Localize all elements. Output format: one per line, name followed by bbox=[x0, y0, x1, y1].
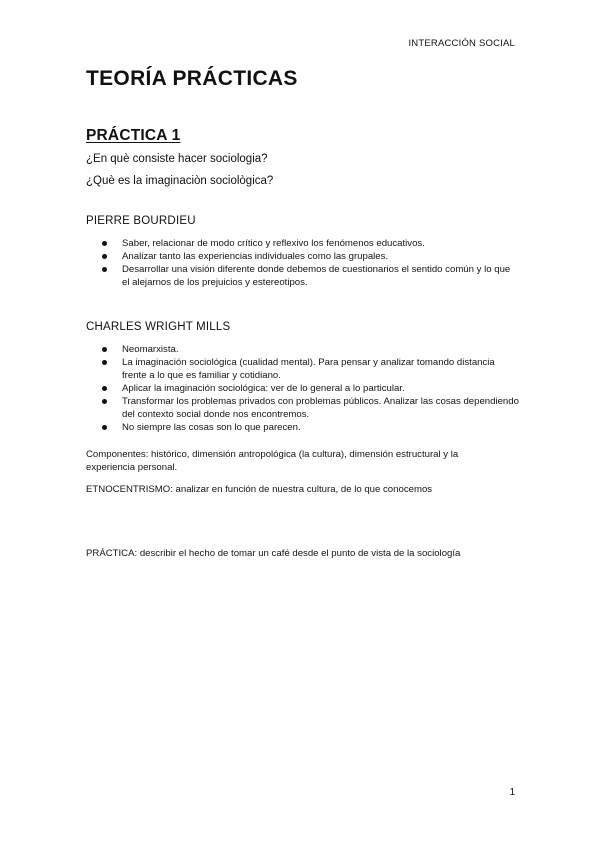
bourdieu-bullet-list bbox=[100, 237, 520, 289]
bullet-icon bbox=[102, 399, 107, 404]
bullet-icon bbox=[102, 267, 107, 272]
list-item bbox=[100, 237, 520, 250]
list-item bbox=[100, 382, 520, 395]
bullet-icon bbox=[102, 386, 107, 391]
practica-paragraph: PRÁCTICA: describir el hecho de tomar un café desde el punto de vista de la sociología bbox=[86, 548, 461, 559]
page-number: 1 bbox=[509, 787, 515, 798]
list-item bbox=[100, 421, 520, 434]
etnocentrismo-paragraph: ETNOCENTRISMO: analizar en función de nuestra cultura, de lo que conocemos bbox=[86, 484, 433, 495]
section-title-mills: CHARLES WRIGHT MILLS bbox=[86, 321, 231, 333]
bullet-icon bbox=[102, 425, 107, 430]
list-item-text: Desarrollar una visión diferente donde debemos de cuestionarios el sentido común y lo que el alejarnos de los prejuicios y estereotipos. bbox=[122, 264, 511, 288]
bullet-icon bbox=[102, 347, 107, 352]
list-item-text: Analizar tanto las experiencias individuales como las grupales. bbox=[122, 251, 389, 262]
componentes-paragraph: Componentes: histórico, dimensión antropológica (la cultura), dimensión estructural y la experiencia personal. bbox=[86, 449, 459, 473]
question-1: ¿En què consiste hacer sociologia? bbox=[86, 153, 268, 165]
question-2: ¿Què es la imaginaciòn sociològica? bbox=[86, 175, 274, 187]
bullet-icon bbox=[102, 360, 107, 365]
list-item bbox=[100, 356, 520, 382]
mills-bullet-list bbox=[100, 343, 520, 434]
list-item-text: Transformar los problemas privados con problemas públicos. Analizar las cosas dependiendo del contexto social donde nos encontremos. bbox=[122, 396, 519, 420]
list-item-text: Neomarxista. bbox=[122, 344, 179, 355]
document-title: TEORÍA PRÁCTICAS bbox=[86, 67, 298, 90]
list-item bbox=[100, 395, 520, 421]
bullet-icon bbox=[102, 254, 107, 259]
list-item-text: Aplicar la imaginación sociológica: ver de lo general a lo particular. bbox=[122, 383, 405, 394]
list-item bbox=[100, 263, 520, 289]
list-item bbox=[100, 343, 520, 356]
practice-heading: PRÁCTICA 1 bbox=[86, 127, 181, 144]
list-item-text: La imaginación sociológica (cualidad mental). Para pensar y analizar tomando distancia frente a lo que es familiar y cotidiano. bbox=[122, 357, 495, 381]
running-header: INTERACCIÓN SOCIAL bbox=[408, 38, 515, 49]
list-item-text: No siempre las cosas son lo que parecen. bbox=[122, 422, 301, 433]
list-item bbox=[100, 250, 520, 263]
section-title-bourdieu: PIERRE BOURDIEU bbox=[86, 215, 196, 227]
list-item-text: Saber, relacionar de modo crítico y reflexivo los fenómenos educativos. bbox=[122, 238, 425, 249]
bullet-icon bbox=[102, 241, 107, 246]
